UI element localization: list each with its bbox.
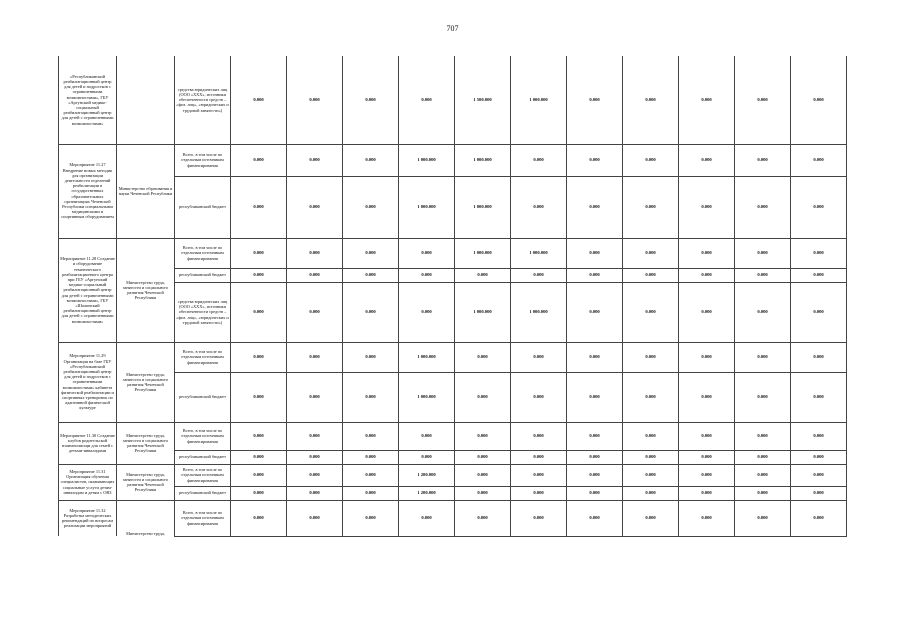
table-row	[59, 422, 847, 450]
amount-cell: 0.000	[399, 282, 455, 342]
event-name-cell: Мероприятие 11.30 Создание клубов родительской взаимопомощи для семей с детьми-инвалидами	[59, 422, 117, 464]
amount-cell: 0.000	[735, 238, 791, 268]
amount-cell: 0.000	[343, 486, 399, 500]
amount-cell: 0.000	[455, 486, 511, 500]
amount-cell: 0.000	[679, 144, 735, 176]
amount-cell: 0.000	[791, 450, 847, 464]
amount-cell: 0.000	[623, 486, 679, 500]
amount-cell: 0.000	[791, 486, 847, 500]
amount-cell: 0.000	[623, 464, 679, 486]
amount-cell: 0.000	[511, 422, 567, 450]
amount-cell: 0.000	[511, 268, 567, 282]
amount-cell: 0.000	[679, 372, 735, 422]
amount-cell: 0.000	[231, 500, 287, 536]
funding-source-cell: республиканский бюджет	[175, 486, 231, 500]
amount-cell: 0.000	[791, 176, 847, 238]
amount-cell: 0.000	[231, 144, 287, 176]
event-name-cell: Мероприятие 11.29 Организация на базе ГБУ «Республиканский реабилитационный центр для детей и подростков с ограниченными возможностями» кабинета физической реабилитации и спортивных тренировок по адаптивной физической культуре	[59, 342, 117, 422]
amount-cell: 0.000	[343, 500, 399, 536]
amount-cell: 0.000	[679, 450, 735, 464]
table-row	[59, 282, 847, 342]
amount-cell: 0.000	[231, 268, 287, 282]
amount-cell: 0.000	[623, 268, 679, 282]
amount-cell: 0.000	[287, 144, 343, 176]
amount-cell: 0.000	[567, 56, 623, 144]
amount-cell: 0.000	[623, 238, 679, 268]
amount-cell: 0.000	[679, 238, 735, 268]
amount-cell: 0.000	[399, 56, 455, 144]
amount-cell: 0.000	[399, 238, 455, 268]
amount-cell: 0.000	[679, 422, 735, 450]
amount-cell: 0.000	[791, 282, 847, 342]
amount-cell: 0.000	[399, 422, 455, 450]
amount-cell: 0.000	[623, 144, 679, 176]
amount-cell: 1 000.000	[399, 144, 455, 176]
executor-cell: Министерство труда, занятости и социального развития Чеченской Республики	[117, 464, 175, 500]
amount-cell: 0.000	[623, 56, 679, 144]
amount-cell: 0.000	[679, 56, 735, 144]
amount-cell: 0.000	[455, 372, 511, 422]
amount-cell: 0.000	[567, 372, 623, 422]
amount-cell: 0.000	[455, 450, 511, 464]
amount-cell: 0.000	[623, 422, 679, 450]
table-row	[59, 144, 847, 176]
amount-cell: 1 000.000	[455, 238, 511, 268]
amount-cell: 0.000	[791, 238, 847, 268]
amount-cell: 0.000	[735, 282, 791, 342]
table-row	[59, 342, 847, 372]
amount-cell: 0.000	[455, 268, 511, 282]
amount-cell: 0.000	[679, 268, 735, 282]
amount-cell: 1 000.000	[455, 144, 511, 176]
table-row	[59, 176, 847, 238]
amount-cell: 0.000	[343, 372, 399, 422]
amount-cell: 1 000.000	[399, 342, 455, 372]
funding-source-cell: республиканский бюджет	[175, 176, 231, 238]
amount-cell: 0.000	[287, 486, 343, 500]
amount-cell: 0.000	[735, 450, 791, 464]
amount-cell: 0.000	[567, 342, 623, 372]
amount-cell: 0.000	[287, 56, 343, 144]
amount-cell: 0.000	[735, 56, 791, 144]
amount-cell: 0.000	[567, 176, 623, 238]
table-row	[59, 238, 847, 268]
page-number: 707	[446, 24, 459, 33]
funding-source-cell: средства юридических лиц (ООО «ХХХ», источники обеспеченности средств – «физ. лиц», «юридических и трудовой занятости»)	[175, 56, 231, 144]
event-name-cell: Мероприятие 11.28 Создание и оборудование тематического реабилитационного центра при ГБУ «Аргунский медико-социальный реабилитационный центр для детей с ограниченными возможностями», ГБУ «Шалинский реабилитационный центр для детей с ограниченными возможностями»	[59, 238, 117, 342]
amount-cell: 0.000	[623, 372, 679, 422]
amount-cell: 0.000	[791, 372, 847, 422]
amount-cell: 0.000	[343, 56, 399, 144]
amount-cell: 0.000	[399, 268, 455, 282]
event-name-cell: «Республиканский реабилитационный центр для детей и подростков с ограниченными возможностями», ГБУ «Аргунский медико-социальный реабилитационный центр для детей с ограниченными возможностями»	[59, 56, 117, 144]
amount-cell: 0.000	[231, 372, 287, 422]
event-name-cell: Мероприятие 11.27 Внедрение новых методик для организации деятельности отделений реабилитации в государственных образовательных организациях Чеченской Республики специальными медицинскими и спортивным оборудованием	[59, 144, 117, 238]
amount-cell: 0.000	[343, 342, 399, 372]
amount-cell: 0.000	[343, 238, 399, 268]
amount-cell: 0.000	[791, 342, 847, 372]
amount-cell: 0.000	[679, 486, 735, 500]
event-name-cell: Мероприятие 11.31 Организация обучения специалистов, оказывающих социальные услуги детям-инвалидам и детям с ОВЗ	[59, 464, 117, 500]
amount-cell: 0.000	[511, 372, 567, 422]
amount-cell: 0.000	[735, 144, 791, 176]
amount-cell: 0.000	[679, 500, 735, 536]
amount-cell: 0.000	[735, 372, 791, 422]
amount-cell: 1 200.000	[399, 464, 455, 486]
table-row	[59, 56, 847, 144]
amount-cell: 0.000	[735, 500, 791, 536]
amount-cell: 1 000.000	[511, 238, 567, 268]
amount-cell: 0.000	[567, 238, 623, 268]
event-name-cell: Мероприятие 11.32 Разработка методических рекомендаций по вопросам реализации мероприятий	[59, 500, 117, 536]
amount-cell: 0.000	[455, 464, 511, 486]
amount-cell: 0.000	[455, 342, 511, 372]
financing-table	[58, 56, 847, 537]
amount-cell: 0.000	[567, 450, 623, 464]
funding-source-cell: Всего, в том числе по отдельным источникам финансирования	[175, 464, 231, 486]
executor-cell: Министерство образования и науки Чеченской Республики	[117, 144, 175, 238]
amount-cell: 1 000.000	[455, 176, 511, 238]
amount-cell: 0.000	[287, 342, 343, 372]
amount-cell: 1 000.000	[511, 56, 567, 144]
amount-cell: 1 000.000	[399, 176, 455, 238]
amount-cell: 1 000.000	[511, 282, 567, 342]
amount-cell: 0.000	[567, 500, 623, 536]
amount-cell: 1 000.000	[399, 372, 455, 422]
amount-cell: 0.000	[567, 268, 623, 282]
amount-cell: 0.000	[343, 464, 399, 486]
amount-cell: 0.000	[623, 450, 679, 464]
table-row	[59, 268, 847, 282]
table-row	[59, 486, 847, 500]
amount-cell: 0.000	[791, 144, 847, 176]
amount-cell: 0.000	[231, 450, 287, 464]
amount-cell: 0.000	[791, 464, 847, 486]
amount-cell: 0.000	[623, 500, 679, 536]
amount-cell: 0.000	[231, 422, 287, 450]
amount-cell: 0.000	[343, 176, 399, 238]
amount-cell: 0.000	[567, 422, 623, 450]
amount-cell: 0.000	[287, 176, 343, 238]
amount-cell: 0.000	[679, 342, 735, 372]
executor-cell: Министерство труда, занятости и социального развития Чеченской Республики	[117, 342, 175, 422]
amount-cell: 0.000	[231, 486, 287, 500]
amount-cell: 0.000	[791, 268, 847, 282]
amount-cell: 0.000	[511, 464, 567, 486]
amount-cell: 0.000	[791, 500, 847, 536]
executor-cell	[117, 56, 175, 144]
amount-cell: 0.000	[511, 342, 567, 372]
amount-cell: 0.000	[511, 144, 567, 176]
amount-cell: 0.000	[231, 282, 287, 342]
table-row	[59, 372, 847, 422]
amount-cell: 0.000	[343, 282, 399, 342]
amount-cell: 0.000	[231, 176, 287, 238]
funding-source-cell: республиканский бюджет	[175, 372, 231, 422]
amount-cell: 0.000	[287, 464, 343, 486]
table-row	[59, 450, 847, 464]
amount-cell: 0.000	[623, 176, 679, 238]
amount-cell: 1 200.000	[399, 486, 455, 500]
amount-cell: 0.000	[567, 486, 623, 500]
amount-cell: 0.000	[231, 464, 287, 486]
amount-cell: 0.000	[623, 282, 679, 342]
amount-cell: 0.000	[791, 422, 847, 450]
amount-cell: 0.000	[287, 422, 343, 450]
executor-cell: Министерство труда, занятости и социального развития Чеченской Республики	[117, 422, 175, 464]
amount-cell: 0.000	[287, 282, 343, 342]
amount-cell: 0.000	[343, 268, 399, 282]
amount-cell: 0.000	[399, 500, 455, 536]
amount-cell: 0.000	[231, 238, 287, 268]
amount-cell: 0.000	[511, 486, 567, 500]
funding-source-cell: республиканский бюджет	[175, 450, 231, 464]
amount-cell: 0.000	[287, 238, 343, 268]
amount-cell: 0.000	[399, 450, 455, 464]
amount-cell: 0.000	[511, 500, 567, 536]
table-row	[59, 500, 847, 536]
executor-cell: Министерство труда,	[117, 500, 175, 536]
amount-cell: 0.000	[231, 342, 287, 372]
funding-source-cell: Всего, в том числе по отдельным источникам финансирования	[175, 500, 231, 536]
amount-cell: 0.000	[735, 422, 791, 450]
amount-cell: 0.000	[735, 342, 791, 372]
amount-cell: 0.000	[511, 176, 567, 238]
amount-cell: 0.000	[735, 176, 791, 238]
amount-cell: 0.000	[735, 486, 791, 500]
amount-cell: 0.000	[343, 450, 399, 464]
amount-cell: 0.000	[287, 450, 343, 464]
amount-cell: 0.000	[287, 268, 343, 282]
amount-cell: 0.000	[567, 282, 623, 342]
amount-cell: 0.000	[343, 422, 399, 450]
amount-cell: 0.000	[231, 56, 287, 144]
amount-cell: 0.000	[679, 464, 735, 486]
amount-cell: 0.000	[567, 464, 623, 486]
table-row	[59, 464, 847, 486]
amount-cell: 0.000	[735, 268, 791, 282]
funding-source-cell: республиканский бюджет	[175, 268, 231, 282]
executor-cell: Министерство труда, занятости и социального развития Чеченской Республики	[117, 238, 175, 342]
funding-source-cell: Всего, в том числе по отдельным источникам финансирования	[175, 238, 231, 268]
funding-source-cell: Всего, в том числе по отдельным источникам финансирования	[175, 422, 231, 450]
amount-cell: 0.000	[455, 422, 511, 450]
amount-cell: 0.000	[679, 176, 735, 238]
amount-cell: 0.000	[287, 372, 343, 422]
amount-cell: 0.000	[567, 144, 623, 176]
amount-cell: 1 000.000	[455, 282, 511, 342]
amount-cell: 0.000	[735, 464, 791, 486]
funding-source-cell: Всего, в том числе по отдельным источникам финансирования	[175, 144, 231, 176]
amount-cell: 0.000	[679, 282, 735, 342]
amount-cell: 0.000	[287, 500, 343, 536]
amount-cell: 0.000	[791, 56, 847, 144]
funding-source-cell: Всего, в том числе по отдельным источникам финансирования	[175, 342, 231, 372]
amount-cell: 0.000	[623, 342, 679, 372]
amount-cell: 0.000	[511, 450, 567, 464]
amount-cell: 0.000	[343, 144, 399, 176]
funding-source-cell: средства юридических лиц (ООО «ХХХ», источники обеспеченности средств – «физ. лиц», «юридических и трудовой занятости»)	[175, 282, 231, 342]
amount-cell: 0.000	[455, 500, 511, 536]
amount-cell: 1 500.000	[455, 56, 511, 144]
